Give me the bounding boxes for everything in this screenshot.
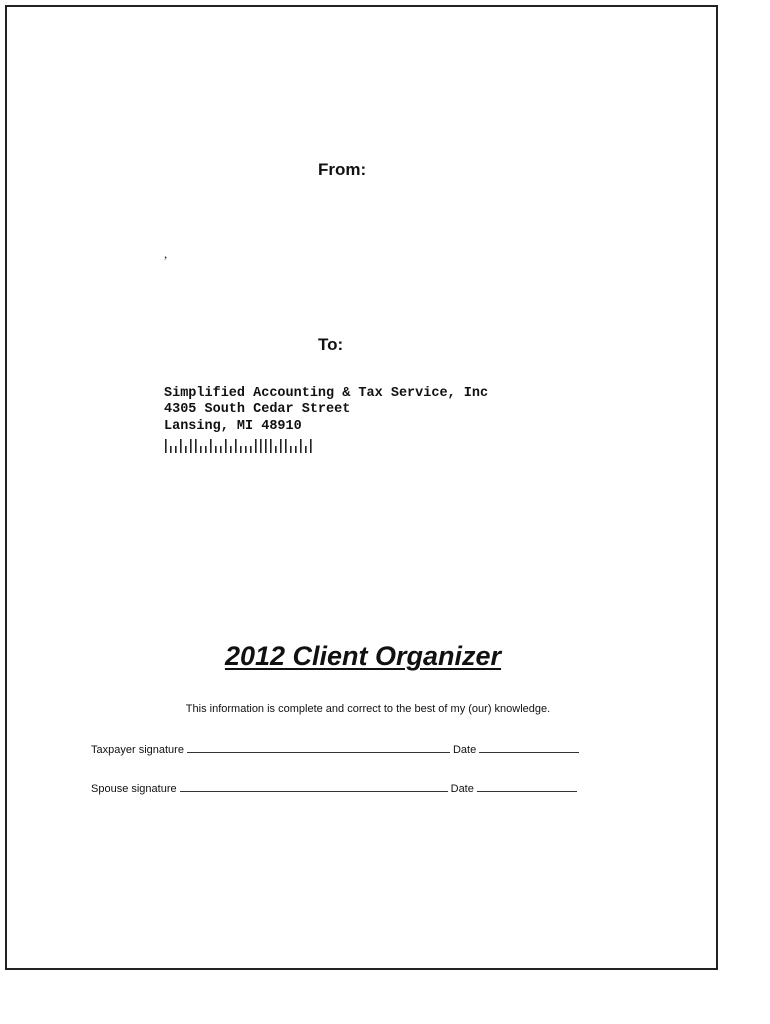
to-heading: To: — [318, 335, 344, 354]
taxpayer-date-line[interactable] — [479, 742, 579, 753]
barcode-bar — [200, 446, 202, 453]
barcode-bar — [210, 439, 212, 453]
taxpayer-signature-row — [91, 742, 582, 756]
barcode-bar — [180, 439, 182, 453]
barcode-bar — [310, 439, 312, 453]
barcode-bar — [255, 439, 257, 453]
spouse-signature-line[interactable] — [180, 781, 448, 792]
barcode-bar — [265, 439, 267, 453]
page-border — [5, 5, 718, 970]
taxpayer-signature-line[interactable] — [187, 742, 450, 753]
barcode-bar — [270, 439, 272, 453]
spouse-date-line[interactable] — [477, 781, 577, 792]
spouse-date-label: Date — [450, 783, 474, 795]
barcode-bar — [240, 446, 242, 453]
barcode-bar — [260, 439, 262, 453]
barcode-bar — [205, 446, 207, 453]
barcode-bar — [300, 439, 302, 453]
spouse-signature-row — [91, 781, 580, 795]
barcode-bar — [290, 446, 292, 453]
barcode-bar — [185, 446, 187, 453]
postal-barcode — [164, 439, 316, 453]
spouse-signature-label: Spouse signature — [91, 783, 177, 795]
barcode-bar — [305, 446, 307, 453]
address-line-city: Lansing, MI 48910 — [164, 418, 302, 434]
barcode-bar — [275, 446, 277, 453]
barcode-bar — [230, 446, 232, 453]
barcode-bar — [190, 439, 192, 453]
barcode-bar — [285, 439, 287, 453]
barcode-bar — [295, 446, 297, 453]
recipient-address — [164, 386, 488, 435]
barcode-bar — [245, 446, 247, 453]
barcode-bar — [175, 446, 177, 453]
barcode-bar — [250, 446, 252, 453]
barcode-bar — [215, 446, 217, 453]
address-line-name: Simplified Accounting & Tax Service, Inc — [164, 386, 489, 401]
certification-statement: This information is complete and correct to the best of my (our) knowledge. — [185, 703, 551, 715]
barcode-bar — [195, 439, 197, 453]
barcode-bar — [170, 446, 172, 453]
from-heading: From: — [318, 160, 367, 179]
taxpayer-date-label: Date — [452, 744, 477, 756]
organizer-title: 2012 Client Organizer — [224, 641, 502, 671]
barcode-bar — [235, 439, 237, 453]
from-address-line: , — [164, 246, 168, 261]
barcode-bar — [280, 439, 282, 453]
barcode-bar — [165, 439, 167, 453]
address-line-street: 4305 South Cedar Street — [164, 402, 351, 418]
barcode-bar — [220, 446, 222, 453]
barcode-bar — [225, 439, 227, 453]
taxpayer-signature-label: Taxpayer signature — [91, 744, 184, 756]
